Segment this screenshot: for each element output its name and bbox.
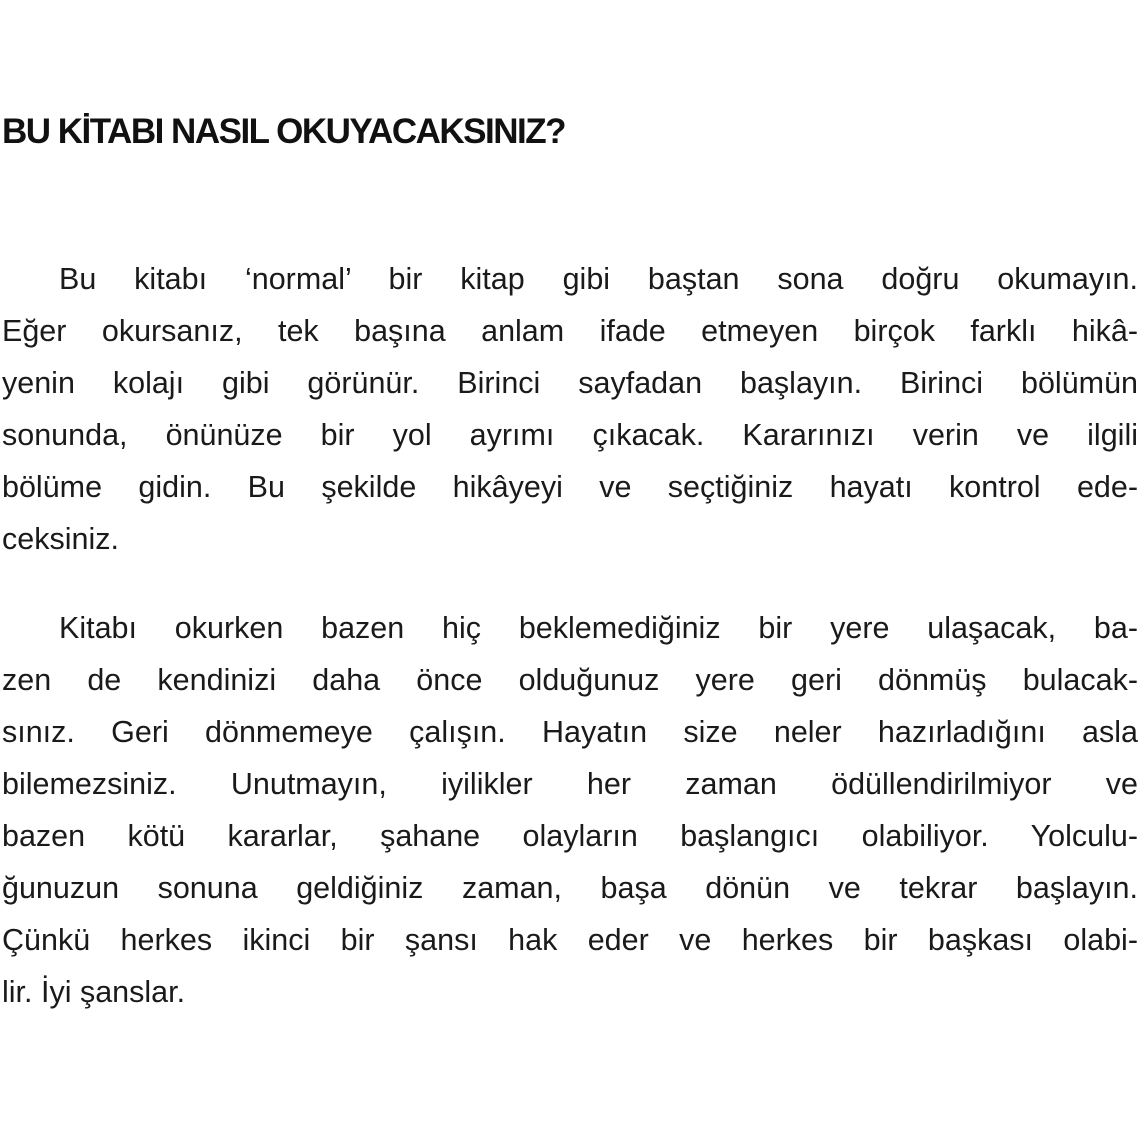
text-line: Bu kitabı ‘normal’ bir kitap gibi baştan sona doğru okumayın. [59,262,1138,296]
text-line: Eğer okursanız, tek başına anlam ifade etmeyen birçok farklı hikâ- [2,314,1138,348]
page-title: BU KİTABI NASIL OKUYACAKSINIZ? [2,112,565,151]
text-line: bölüme gidin. Bu şekilde hikâyeyi ve seçtiğiniz hayatı kontrol ede- [2,470,1138,504]
text-line: Kitabı okurken bazen hiç beklemediğiniz bir yere ulaşacak, ba- [59,611,1138,645]
text-line: sonunda, önünüze bir yol ayrımı çıkacak. Kararınızı verin ve ilgili [2,418,1138,452]
text-line: ceksiniz. [2,522,119,556]
text-line: ğunuzun sonuna geldiğiniz zaman, başa dönün ve tekrar başlayın. [2,871,1138,905]
text-line: zen de kendinizi daha önce olduğunuz yere geri dönmüş bulacak- [2,663,1138,697]
text-line: bilemezsiniz. Unutmayın, iyilikler her zaman ödüllendirilmiyor ve [2,767,1138,801]
text-line: sınız. Geri dönmemeye çalışın. Hayatın size neler hazırladığını asla [2,715,1138,749]
text-line: Çünkü herkes ikinci bir şansı hak eder ve herkes bir başkası olabi- [2,923,1138,957]
text-line: lir. İyi şanslar. [2,975,186,1009]
text-line: bazen kötü kararlar, şahane olayların başlangıcı olabiliyor. Yolculu- [2,819,1138,853]
text-line: yenin kolajı gibi görünür. Birinci sayfadan başlayın. Birinci bölümün [2,366,1138,400]
